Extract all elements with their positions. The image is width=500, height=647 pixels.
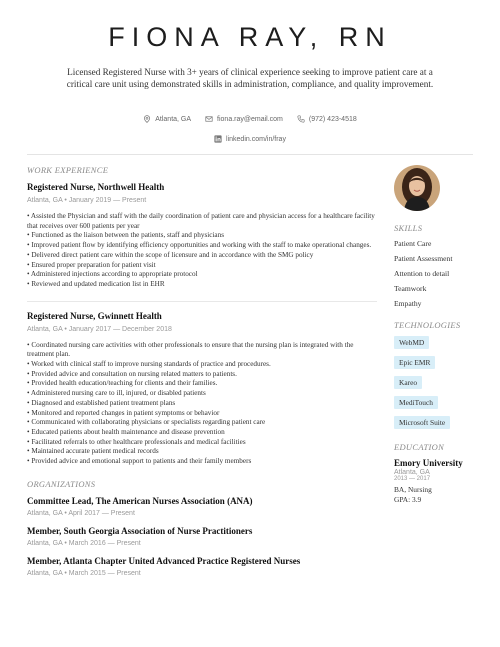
email-text[interactable]: fiona.ray@email.com xyxy=(217,115,283,123)
job-bullets xyxy=(27,341,377,467)
technologies-list xyxy=(394,330,479,430)
job-entry xyxy=(27,182,377,290)
contact-phone[interactable] xyxy=(297,115,357,123)
technology-tag: Microsoft Suite xyxy=(394,416,450,429)
skill-item: Patient Assessment xyxy=(394,254,453,263)
bullet-item: • Educated patients about health maintenance and disease prevention xyxy=(27,427,225,436)
bullet-item: • Assisted the Physician and staff with the daily coordination of patient care and physician access for a healthcare facility that receives over 600 patients per year xyxy=(27,212,375,230)
org-meta: Atlanta, GA • April 2017 — Present xyxy=(27,509,135,517)
main-column xyxy=(27,165,377,577)
bullet-item: • Diagnosed and established patient treatment plans xyxy=(27,398,176,407)
summary-text: Licensed Registered Nurse with 3+ years of clinical experience seeking to improve patient care at a critical care unit using demonstrated skills in administration, compliance, and quality improvement. xyxy=(66,67,434,89)
bullet-item: • Facilitated referrals to other healthcare professionals and medical facilities xyxy=(27,437,246,446)
bullet-item: • Provided advice and consultation on nursing related matters to patients. xyxy=(27,369,237,378)
header-divider xyxy=(27,154,473,155)
bullet-item: • Administered injections according to appropriate protocol xyxy=(27,270,198,279)
bullet-item: • Administered nursing care to ill, injured, or disabled patients xyxy=(27,389,206,398)
skills-list xyxy=(394,239,479,314)
bullet-item: • Delivered direct patient care within the scope of licensure and in accordance with the SMG policy xyxy=(27,250,314,259)
skill-item: Empathy xyxy=(394,299,422,308)
bullet-item: • Provided advice and emotional support to patients and their family members xyxy=(27,457,252,466)
organizations-heading: ORGANIZATIONS xyxy=(27,478,96,489)
sidebar-column xyxy=(394,165,479,504)
location-pin-icon xyxy=(143,115,151,123)
org-title: Member, South Georgia Association of Nurse Practitioners xyxy=(27,525,253,536)
technology-tag: Epic EMR xyxy=(394,356,435,369)
bullet-item: • Functioned as the liaison between the patients, staff and physicians xyxy=(27,231,224,240)
job-meta: Atlanta, GA • January 2017 — December 2018 xyxy=(27,325,172,333)
job-divider xyxy=(27,301,377,302)
gpa: GPA: 3.9 xyxy=(394,495,422,504)
education-heading: EDUCATION xyxy=(394,442,445,452)
location-text: Atlanta, GA xyxy=(155,115,192,123)
school-location: Atlanta, GA xyxy=(394,469,430,476)
skill-item: Teamwork xyxy=(394,284,427,293)
bullet-item: • Communicated with collaborating physicians or specialists regarding patient care xyxy=(27,418,266,427)
org-title: Member, Atlanta Chapter United Advanced Practice Registered Nurses xyxy=(27,555,301,566)
bullet-item: • Worked with clinical staff to improve nursing standards of practice and procedures. xyxy=(27,360,271,369)
school-years: 2013 — 2017 xyxy=(394,476,431,482)
bullet-item: • Provided health education/teaching for clients and their families. xyxy=(27,379,218,388)
skill-item: Patient Care xyxy=(394,239,432,248)
bullet-item: • Maintained accurate patient medical records xyxy=(27,447,159,456)
school-name: Emory University xyxy=(394,458,463,468)
profile-photo xyxy=(394,165,440,211)
work-experience-heading: WORK EXPERIENCE xyxy=(27,165,109,175)
job-title: Registered Nurse, Northwell Health xyxy=(27,182,165,192)
job-bullets xyxy=(27,212,377,290)
candidate-name: FIONA RAY, RN xyxy=(108,22,392,52)
org-entry xyxy=(27,556,377,577)
job-title: Registered Nurse, Gwinnett Health xyxy=(27,310,162,321)
phone-text[interactable]: (972) 423-4518 xyxy=(308,115,357,123)
contact-email[interactable] xyxy=(205,115,283,123)
job-entry xyxy=(27,311,377,467)
org-entry xyxy=(27,496,377,517)
avatar xyxy=(394,165,440,211)
technology-tag: Kareo xyxy=(394,376,422,389)
linkedin-icon xyxy=(214,135,222,143)
job-meta: Atlanta, GA • January 2019 — Present xyxy=(27,197,147,204)
bullet-item: • Reviewed and updated medication list in EHR xyxy=(27,279,165,288)
mail-icon xyxy=(205,115,213,123)
skill-item: Attention to detail xyxy=(394,269,450,278)
contact-location xyxy=(143,115,191,123)
technology-tag: WebMD xyxy=(394,336,429,349)
org-entry xyxy=(27,526,377,547)
technologies-heading: TECHNOLOGIES xyxy=(394,320,461,330)
org-meta: Atlanta, GA • March 2016 — Present xyxy=(27,539,141,547)
org-meta: Atlanta, GA • March 2015 — Present xyxy=(27,569,141,577)
contact-row-linkedin xyxy=(0,135,500,143)
bullet-item: • Monitored and reported changes in patient symptoms or behavior xyxy=(27,408,220,417)
technology-tag: MediTouch xyxy=(394,396,438,409)
bullet-item: • Ensured proper preparation for patient visit xyxy=(27,260,156,269)
bullet-item: • Coordinated nursing care activities with other professionals to ensure that the nursing plan is integrated with the treatment plan. xyxy=(27,340,354,359)
contact-linkedin[interactable] xyxy=(214,135,286,143)
bullet-item: • Improved patient flow by identifying efficiency opportunities and working with the staff to make operational changes. xyxy=(27,241,372,250)
degree: BA, Nursing xyxy=(394,485,432,494)
contact-row xyxy=(0,115,500,123)
phone-icon xyxy=(297,115,305,123)
skills-heading: SKILLS xyxy=(394,223,423,233)
linkedin-text[interactable]: linkedin.com/in/fray xyxy=(226,135,286,143)
org-title: Committee Lead, The American Nurses Association (ANA) xyxy=(27,495,253,506)
